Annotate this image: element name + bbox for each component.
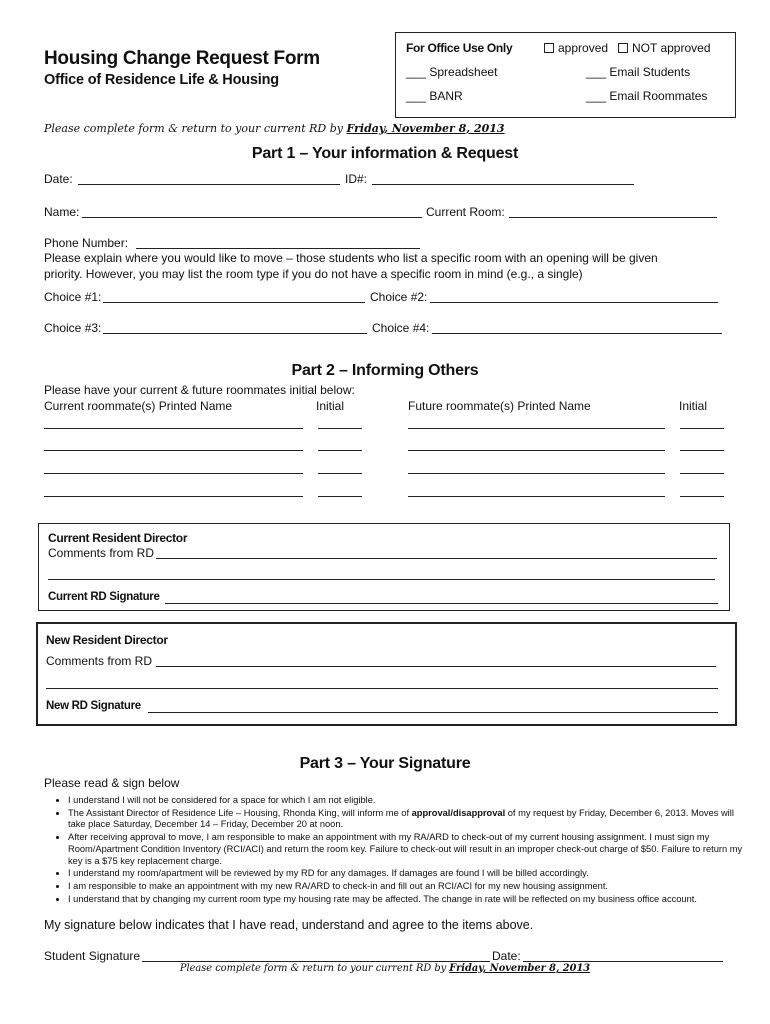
part2-heading: Part 2 – Informing Others	[291, 362, 479, 379]
future-roommate-initial-field[interactable]	[680, 496, 724, 497]
choice1-field[interactable]	[103, 302, 365, 303]
spreadsheet-item: ___ Spreadsheet	[406, 65, 498, 79]
read-sign-label: Please read & sign below	[44, 776, 180, 790]
email-students-item: ___ Email Students	[586, 65, 691, 79]
banr-item: ___ BANR	[406, 89, 463, 103]
new-rd-signature-field[interactable]	[148, 712, 718, 713]
form-subtitle: Office of Residence Life & Housing	[44, 72, 279, 88]
rule-item: • I understand I will not be considered for a space for which I am not eligible.	[68, 795, 748, 807]
rule-item: • I understand that by changing my current room type my housing rate may be affected. The change in rate will be reflected on my business office account.	[68, 894, 748, 906]
explain-text-2: priority. However, you may list the room type if you do not have a specific room in mind (e.g., a single)	[44, 267, 583, 281]
rule-item: • After receiving approval to move, I am responsible to make an appointment with my RA/ARD to check-out of my current housing assignment. I must sign my Room/Apartment Condition Inventory (RCI/ACI) and return the room key. Failure to check-out will result in an improper check-out charge of $50. Failure to return my key is a $75 key replacement charge.	[68, 832, 748, 867]
current-roommate-name-field[interactable]	[44, 496, 303, 497]
approved-checkbox[interactable]	[544, 43, 554, 53]
phone-field[interactable]	[136, 248, 420, 249]
choice2-label: Choice #2:	[370, 290, 428, 304]
name-label: Name:	[44, 205, 80, 219]
new-rd-title: New Resident Director	[46, 633, 168, 647]
student-date-field[interactable]	[523, 961, 723, 962]
current-rd-box	[38, 523, 730, 611]
part3-heading: Part 3 – Your Signature	[299, 755, 471, 772]
part2-instruction: Please have your current & future roommates initial below:	[44, 383, 355, 397]
form-title: Housing Change Request Form	[44, 48, 320, 69]
future-roommate-name-field[interactable]	[408, 450, 665, 451]
choice3-label: Choice #3:	[44, 321, 102, 335]
new-rd-comments-field-2[interactable]	[46, 688, 718, 689]
current-rd-comments-field[interactable]	[156, 558, 717, 559]
future-roommate-initial-field[interactable]	[680, 428, 724, 429]
rules-list	[44, 795, 748, 906]
choice1-label: Choice #1:	[44, 290, 102, 304]
current-rd-title: Current Resident Director	[48, 531, 188, 545]
date-field[interactable]	[78, 184, 340, 185]
choice4-label: Choice #4:	[372, 321, 430, 335]
office-use-box	[395, 32, 736, 118]
agreement-statement: My signature below indicates that I have read, understand and agree to the items above.	[44, 918, 534, 932]
id-label: ID#:	[345, 172, 368, 186]
name-field[interactable]	[82, 217, 422, 218]
current-roommate-initial-field[interactable]	[318, 496, 362, 497]
new-rd-comments-label: Comments from RD	[46, 654, 153, 668]
col-initial-current: Initial	[316, 399, 345, 413]
id-field[interactable]	[372, 184, 634, 185]
date-label: Date:	[44, 172, 73, 186]
current-rd-comments-field-2[interactable]	[48, 579, 715, 580]
part1-heading: Part 1 – Your information & Request	[251, 145, 519, 162]
future-roommate-name-field[interactable]	[408, 473, 665, 474]
current-rd-signature-field[interactable]	[165, 603, 718, 604]
student-date-label: Date:	[492, 949, 521, 963]
deadline-date: Friday, November 8, 2013	[346, 122, 505, 135]
not-approved-option[interactable]: NOT approved	[618, 41, 711, 55]
not-approved-checkbox[interactable]	[618, 43, 628, 53]
current-rd-comments-label: Comments from RD	[48, 546, 155, 560]
current-room-field[interactable]	[509, 217, 717, 218]
phone-label: Phone Number:	[44, 236, 129, 250]
rule-item: • I understand my room/apartment will be reviewed by my RD for any damages. If damages are found I will be billed accordingly.	[68, 868, 748, 880]
current-roommate-initial-field[interactable]	[318, 473, 362, 474]
explain-text-1: Please explain where you would like to move – those students who list a specific room with an opening will be given	[44, 251, 658, 265]
rule-item: • I am responsible to make an appointment with my new RA/ARD to check-in and fill out an RCI/ACI for my new housing assignment.	[68, 881, 748, 893]
current-room-label: Current Room:	[426, 205, 505, 219]
new-rd-comments-field[interactable]	[156, 666, 716, 667]
choice3-field[interactable]	[103, 333, 367, 334]
footer-deadline-date: Friday, November 8, 2013	[449, 963, 591, 974]
future-roommate-name-field[interactable]	[408, 428, 665, 429]
email-roommates-item: ___ Email Roommates	[586, 89, 708, 103]
future-roommate-initial-field[interactable]	[680, 473, 724, 474]
rule-item: • The Assistant Director of Residence Life – Housing, Rhonda King, will inform me of approval/disapproval of my request by Friday, December 6, 2013. Moves will take place Saturday, December 14 – Friday, December 20 at noon.	[68, 808, 748, 831]
choice2-field[interactable]	[430, 302, 718, 303]
choice4-field[interactable]	[432, 333, 722, 334]
instructions-line: Please complete form & return to your current RD by Friday, November 8, 2013	[44, 122, 505, 135]
office-use-title: For Office Use Only	[406, 41, 513, 55]
student-signature-label: Student Signature	[44, 949, 141, 963]
approved-option[interactable]: approved	[544, 41, 608, 55]
new-rd-box	[36, 622, 737, 726]
current-roommate-initial-field[interactable]	[318, 450, 362, 451]
col-initial-future: Initial	[679, 399, 708, 413]
future-roommate-name-field[interactable]	[408, 496, 665, 497]
col-current-roommates: Current roommate(s) Printed Name	[44, 399, 233, 413]
current-roommate-name-field[interactable]	[44, 428, 303, 429]
current-roommate-name-field[interactable]	[44, 473, 303, 474]
student-signature-field[interactable]	[142, 961, 490, 962]
col-future-roommates: Future roommate(s) Printed Name	[408, 399, 591, 413]
future-roommate-initial-field[interactable]	[680, 450, 724, 451]
footer-instructions: Please complete form & return to your current RD by Friday, November 8, 2013	[179, 963, 591, 974]
current-rd-signature-label: Current RD Signature	[48, 591, 160, 603]
current-roommate-initial-field[interactable]	[318, 428, 362, 429]
new-rd-signature-label: New RD Signature	[46, 700, 141, 712]
current-roommate-name-field[interactable]	[44, 450, 303, 451]
